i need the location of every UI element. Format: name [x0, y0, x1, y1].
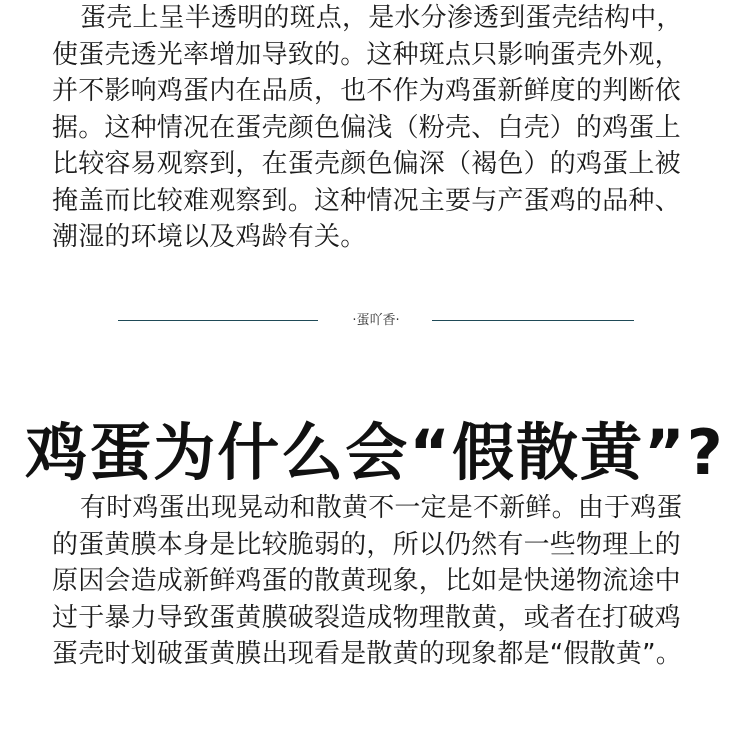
brand-label: ·蛋吖香·: [352, 313, 400, 328]
intro-paragraph: [52, 0, 702, 256]
divider-rule-right: [432, 320, 634, 321]
paragraph-line: 比较容易观察到，在蛋壳颜色偏深（褐色）的鸡蛋上被: [52, 149, 681, 179]
paragraph-line: 蛋壳上呈半透明的斑点，是水分渗透到蛋壳结构中，: [80, 3, 683, 33]
paragraph-line: 有时鸡蛋出现晃动和散黄不一定是不新鲜。由于鸡蛋: [80, 493, 683, 523]
paragraph-line: 使蛋壳透光率增加导致的。这种斑点只影响蛋壳外观，: [52, 39, 681, 70]
section-heading: 鸡蛋为什么会“假散黄”?: [25, 415, 725, 489]
paragraph-line: 据。这种情况在蛋壳颜色偏浅（粉壳、白壳）的鸡蛋上: [52, 112, 681, 143]
paragraph-line: 并不影响鸡蛋内在品质，也不作为鸡蛋新鲜度的判断依: [52, 76, 681, 106]
paragraph-line: 蛋壳时划破蛋黄膜出现看是散黄的现象都是“假散黄”。: [52, 639, 682, 669]
brand-divider: [118, 308, 634, 334]
paragraph-line: 潮湿的环境以及鸡龄有关。: [52, 222, 367, 252]
paragraph-line: 原因会造成新鲜鸡蛋的散黄现象，比如是快递物流途中: [52, 566, 681, 596]
paragraph-line: 的蛋黄膜本身是比较脆弱的，所以仍然有一些物理上的: [52, 529, 681, 560]
paragraph-line: 过于暴力导致蛋黄膜破裂造成物理散黄，或者在打破鸡: [52, 602, 681, 633]
paragraph-line: 掩盖而比较难观察到。这种情况主要与产蛋鸡的品种、: [52, 185, 681, 216]
body-paragraph: [52, 490, 702, 673]
